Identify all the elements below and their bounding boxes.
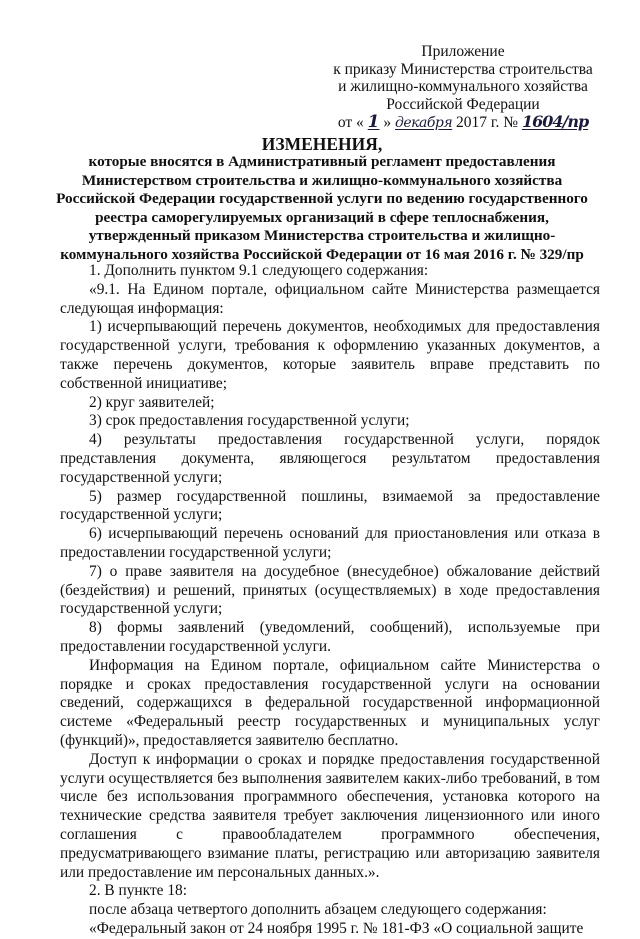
paragraph: 2. В пункте 18: (89, 882, 188, 900)
appendix-line: Российской Федерации (386, 95, 540, 113)
list-item: 2) круг заявителей; (89, 393, 215, 411)
subtitle-line: реестра саморегулируемых организаций в сфере теплоснабжения, (95, 208, 549, 226)
appendix-block (318, 43, 608, 133)
list-item: 5) размер государственной пошлины, взимаемой за предоставление государственной услуги; (60, 487, 600, 524)
order-date-line (318, 113, 608, 133)
document-body (60, 262, 600, 939)
subtitle-line: утвержденный приказом Министерства строительства и жилищно- (88, 227, 556, 244)
paragraph: после абзаца четвертого дополнить абзацем следующего содержания: (89, 901, 547, 919)
handwritten-day: 1 (367, 112, 380, 132)
paragraph: 1. Дополнить пунктом 9.1 следующего содержания: (89, 262, 429, 279)
appendix-line: к приказу Министерства строительства (333, 60, 593, 78)
appendix-line: Приложение (421, 43, 505, 60)
paragraph: «9.1. На Едином портале, официальном сайте Министерства размещается следующая информация: (60, 280, 600, 317)
date-mid: » (383, 114, 392, 131)
paragraph: «Федеральный закон от 24 ноября 1995 г. № 181-ФЗ «О социальной защите (89, 919, 584, 937)
list-item: 1) исчерпывающий перечень документов, необходимых для предоставления государственной услуги, требования к оформлению указанных документов, а также перечень документов, которые заявитель вправе представить по собственной инициативе; (60, 318, 600, 392)
list-item: 3) срок предоставления государственной услуги; (89, 412, 410, 430)
handwritten-month: декабря (395, 115, 453, 131)
paragraph: Доступ к информации о сроках и порядке предоставления государственной услуги осуществляется без выполнения заявителем каких-либо требований, в том числе без использования программного обеспечения, установка которого на технические средства заявителя требует заключения лицензионного или иного соглашения с правообладателем программного обеспечения, предусматривающего взимание платы, регистрацию или авторизацию заявителя или предоставление им персональных данных.». (60, 750, 600, 881)
subtitle-line: Министерством строительства и жилищно-коммунального хозяйства (81, 171, 563, 189)
year-part: 2017 г. № (456, 114, 519, 131)
list-item: 8) формы заявлений (уведомлений, сообщений), используемые при предоставлении государственной услуги. (60, 619, 600, 655)
handwritten-order-number: 1604/пр (521, 112, 589, 131)
date-prefix: от « (337, 114, 364, 131)
subtitle-line: коммунального хозяйства Российской Федерации от 16 мая 2016 г. № 329/пр (60, 245, 584, 263)
subtitle-line: которые вносятся в Административный регламент предоставления (88, 153, 556, 170)
list-item: 7) о праве заявителя на досудебное (внесудебное) обжалование действий (бездействия) и решений, принятых (осуществляемых) в ходе предоставления государственной услуги; (60, 562, 600, 618)
appendix-line: и жилищно-коммунального хозяйства (338, 78, 588, 95)
list-item: 4) результаты предоставления государственной услуги, порядок представления документа, являющегося результатом предоставления государственной услуги; (60, 431, 600, 486)
document-title: ИЗМЕНЕНИЯ, (261, 134, 383, 154)
document-subtitle (52, 153, 592, 264)
paragraph: Информация на Едином портале, официальном сайте Министерства о порядке и сроках предоставления государственной услуги на основании сведений, содержащихся в федеральной государственной информационной системе «Федеральный реестр государственных и муниципальных услуг (функций)», предоставляется заявителю бесплатно. (60, 656, 600, 749)
subtitle-line: Российской Федерации государственной услуги по ведению государственного (56, 190, 588, 207)
list-item: 6) исчерпывающий перечень оснований для приостановления или отказа в предоставлении государственной услуги; (60, 525, 600, 561)
